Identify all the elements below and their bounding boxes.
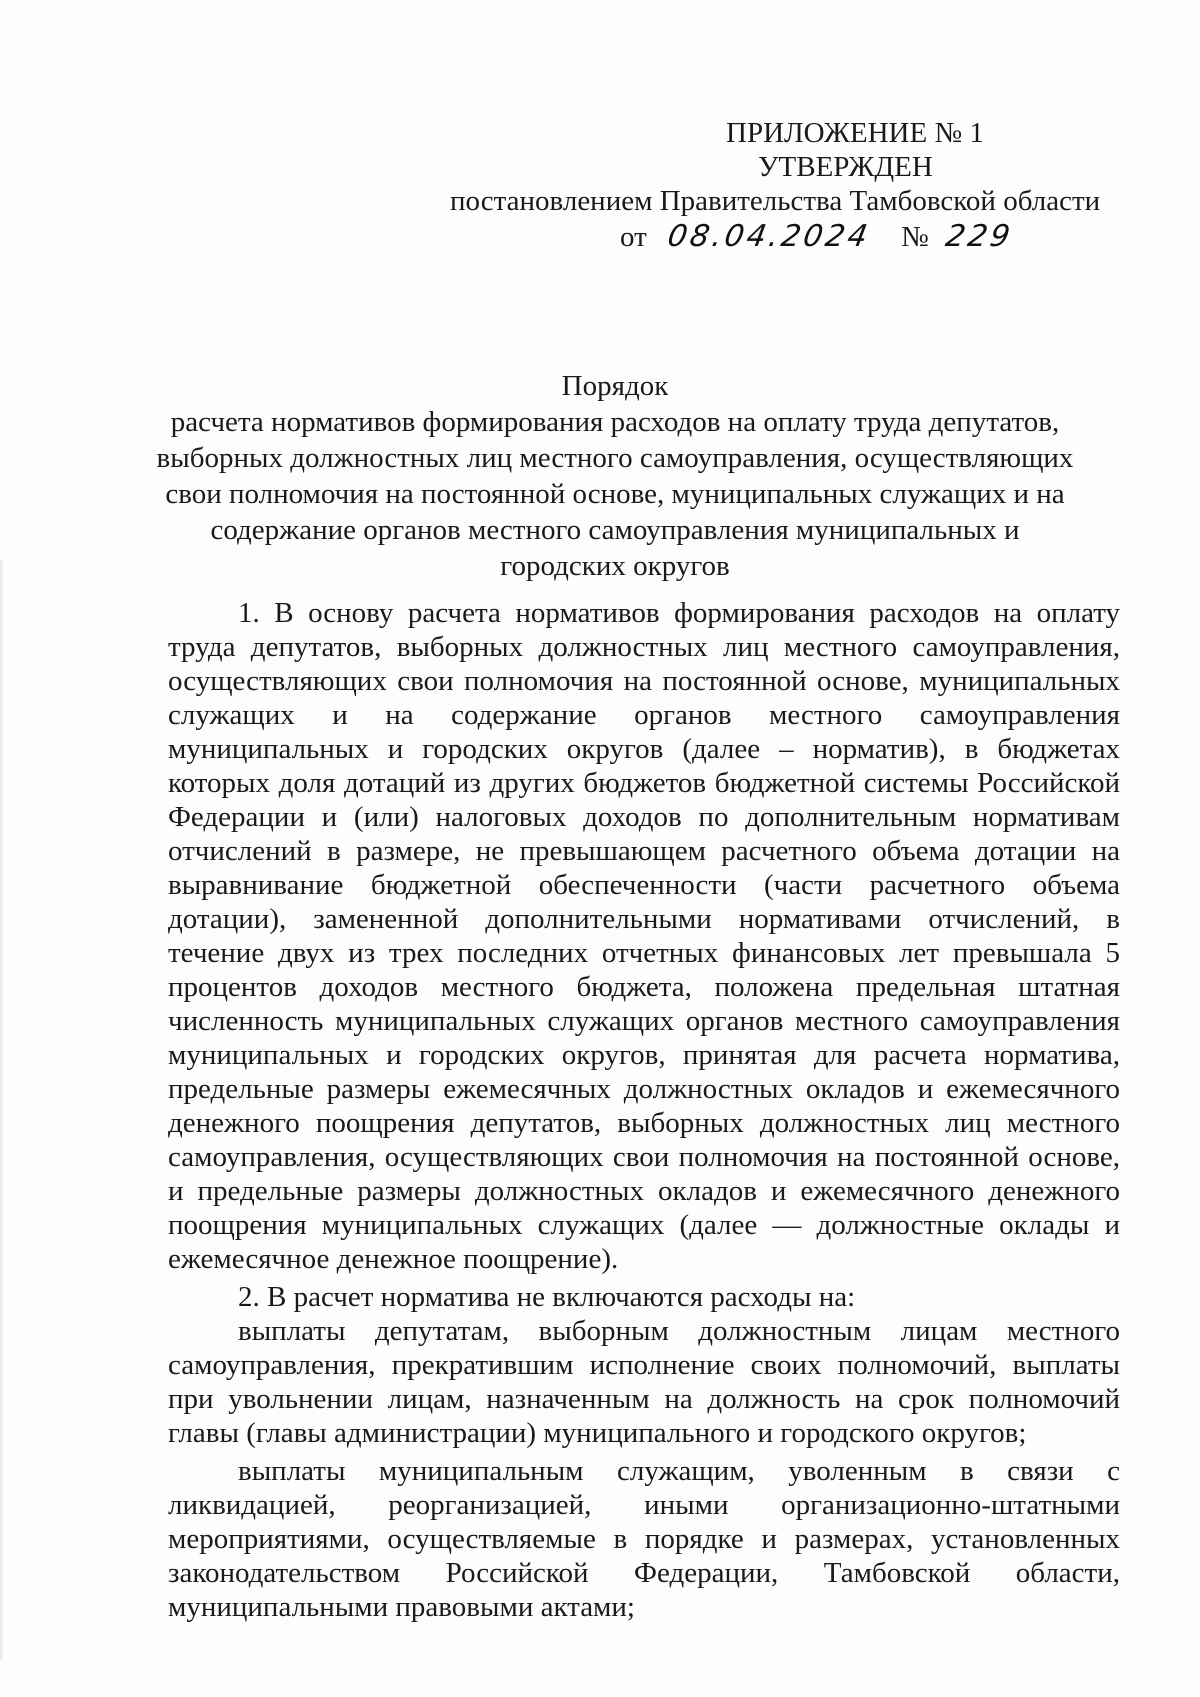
number-sign: № bbox=[901, 221, 929, 253]
paragraph-3: выплаты депутатам, выборным должностным лицам местного самоуправления, прекратившим исполнение своих полномочий, выплаты при увольнении лицам, назначенным на должность на срок полномочий главы (главы администрации) муниципального и городского округов; bbox=[168, 1315, 1120, 1449]
title-main: Порядок bbox=[561, 370, 669, 402]
scan-edge-shadow bbox=[0, 560, 4, 1660]
date-prefix: от bbox=[620, 221, 647, 253]
approval-block bbox=[450, 116, 1120, 254]
document-body bbox=[168, 596, 1120, 1624]
decree-label: постановлением Правительства Тамбовской области bbox=[450, 185, 1101, 217]
decree-date-line bbox=[450, 220, 1120, 254]
title-subtitle: расчета нормативов формирования расходов на оплату труда депутатов, выборных должностных лиц местного самоуправления, осуществляющих свои полномочия на постоянной основе, муниципальных служащих и на содержание органов местного самоуправления муниципальных и городских округов bbox=[156, 406, 1074, 582]
appendix-label: ПРИЛОЖЕНИЕ № 1 bbox=[726, 117, 984, 149]
paragraph-2: 2. В расчет норматива не включаются расходы на: bbox=[238, 1281, 856, 1313]
paragraph-1: 1. В основу расчета нормативов формирования расходов на оплату труда депутатов, выборных должностных лиц местного самоуправления, осуществляющих свои полномочия на постоянной основе, муниципальных служащих и на содержание органов местного самоуправления муниципальных и городских округов (далее – норматив), в бюджетах которых доля дотаций из других бюджетов бюджетной системы Российской Федерации и (или) налоговых доходов по дополнительным нормативам отчислений в размере, не превышающем расчетного объема дотации на выравнивание бюджетной обеспеченности (части расчетного объема дотации), замененной дополнительными нормативами отчислений, в течение двух из трех последних отчетных финансовых лет превышала 5 процентов доходов местного бюджета, положена предельная штатная численность муниципальных служащих органов местного самоуправления муниципальных и городских округов, принятая для расчета норматива, предельные размеры ежемесячных должностных окладов и ежемесячного денежного поощрения депутатов, выборных должностных лиц местного самоуправления, осуществляющих свои полномочия на постоянной основе, и предельные размеры должностных окладов и ежемесячного денежного поощрения муниципальных служащих (далее — должностные оклады и ежемесячное денежное поощрение). bbox=[168, 597, 1120, 1275]
approved-label: УТВЕРЖДЕН bbox=[758, 151, 933, 183]
handwritten-number: 229 bbox=[943, 219, 1016, 254]
handwritten-date: 08.04.2024 bbox=[665, 219, 874, 254]
document-title bbox=[150, 368, 1080, 584]
paragraph-4: выплаты муниципальным служащим, уволенным в связи с ликвидацией, реорганизацией, иными организационно-штатными мероприятиями, осуществляемые в порядке и размерах, установленных законодательством Российской Федерации, Тамбовской области, муниципальными правовыми актами; bbox=[168, 1455, 1120, 1623]
